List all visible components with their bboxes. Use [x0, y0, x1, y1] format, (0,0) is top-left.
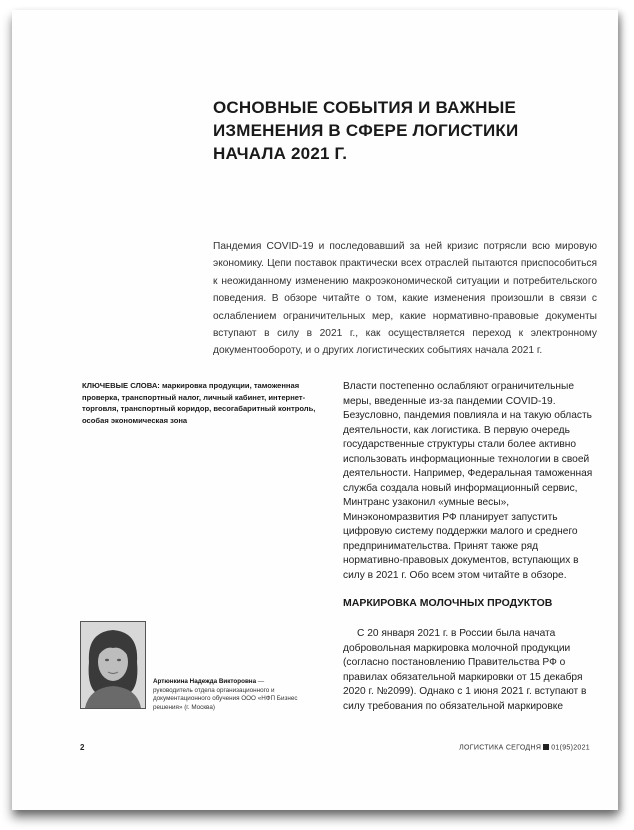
article-title: ОСНОВНЫЕ СОБЫТИЯ И ВАЖНЫЕ ИЗМЕНЕНИЯ В СФЕРЕ ЛОГИСТИКИ НАЧАЛА 2021 Г.: [213, 98, 519, 163]
section-paragraph: С 20 января 2021 г. в России была начата добровольная маркировка молочной продукции (согласно постановлению Правительства РФ о правилах обязательной маркировки от 15 декабря 2020 г. №2099). Однако с 1 июня 2021 г. вступают в силу требования по обязательной маркировке: [343, 628, 587, 712]
document-page: [12, 10, 618, 810]
section-heading: МАРКИРОВКА МОЛОЧНЫХ ПРОДУКТОВ: [343, 597, 553, 609]
page-number: 2: [80, 743, 85, 752]
journal-footer: [459, 744, 590, 752]
author-name: Артюнкина Надежда Викторовна: [153, 678, 257, 685]
article-lead: Пандемия COVID-19 и последовавший за ней кризис потрясли всю мировую экономику. Цепи поставок практически всех отраслей пытаются приспособиться к неожиданному изменению макроэкономической ситуации и потребительского поведения. В обзоре читайте о том, какие изменения произошли в связи с ослаблением ограничительных мер, какие нормативно-правовые документы вступают в силу в 2021 г., как осуществляется переход к электронному документообороту, и о других логистических событиях начала 2021 г.: [213, 241, 597, 357]
keywords-label: КЛЮЧЕВЫЕ СЛОВА:: [82, 381, 160, 390]
journal-name: ЛОГИСТИКА СЕГОДНЯ: [459, 744, 542, 752]
keywords-block: [82, 380, 322, 426]
square-separator-icon: [543, 744, 549, 750]
body-paragraph: Власти постепенно ослабляют ограничительные меры, введенные из-за пандемии COVID-19. Безусловно, пандемия повлияла и на такую область деятельности, как логистика. В первую очередь государственные структуры стали более активно использовать информационные технологии в своей деятельности. Например, Федеральная таможенная служба создала новый информационный сервис, Минтранс узаконил «умные весы», Минэкономразвития РФ планирует запустить цифровую систему поддержки малого и среднего предпринимательства. Принят также ряд нормативно-правовых документов, вступающих в силу в 2021 г. Обо всем этом читайте в обзоре.: [343, 381, 593, 581]
author-bio: — руководитель отдела организационного и документационного обучения ООО «НФП Бизнес решения» (г. Москва): [153, 678, 298, 711]
author-caption: [153, 678, 303, 712]
journal-issue: 01(95)2021: [551, 744, 590, 752]
keywords-text: маркировка продукции, таможенная проверка, транспортный налог, личный кабинет, интернет-торговля, транспортный коридор, весогабаритный контроль, особая экономическая зона: [82, 381, 316, 425]
section-body: [343, 627, 597, 714]
author-portrait-image: [81, 622, 145, 708]
author-photo: [80, 621, 146, 709]
